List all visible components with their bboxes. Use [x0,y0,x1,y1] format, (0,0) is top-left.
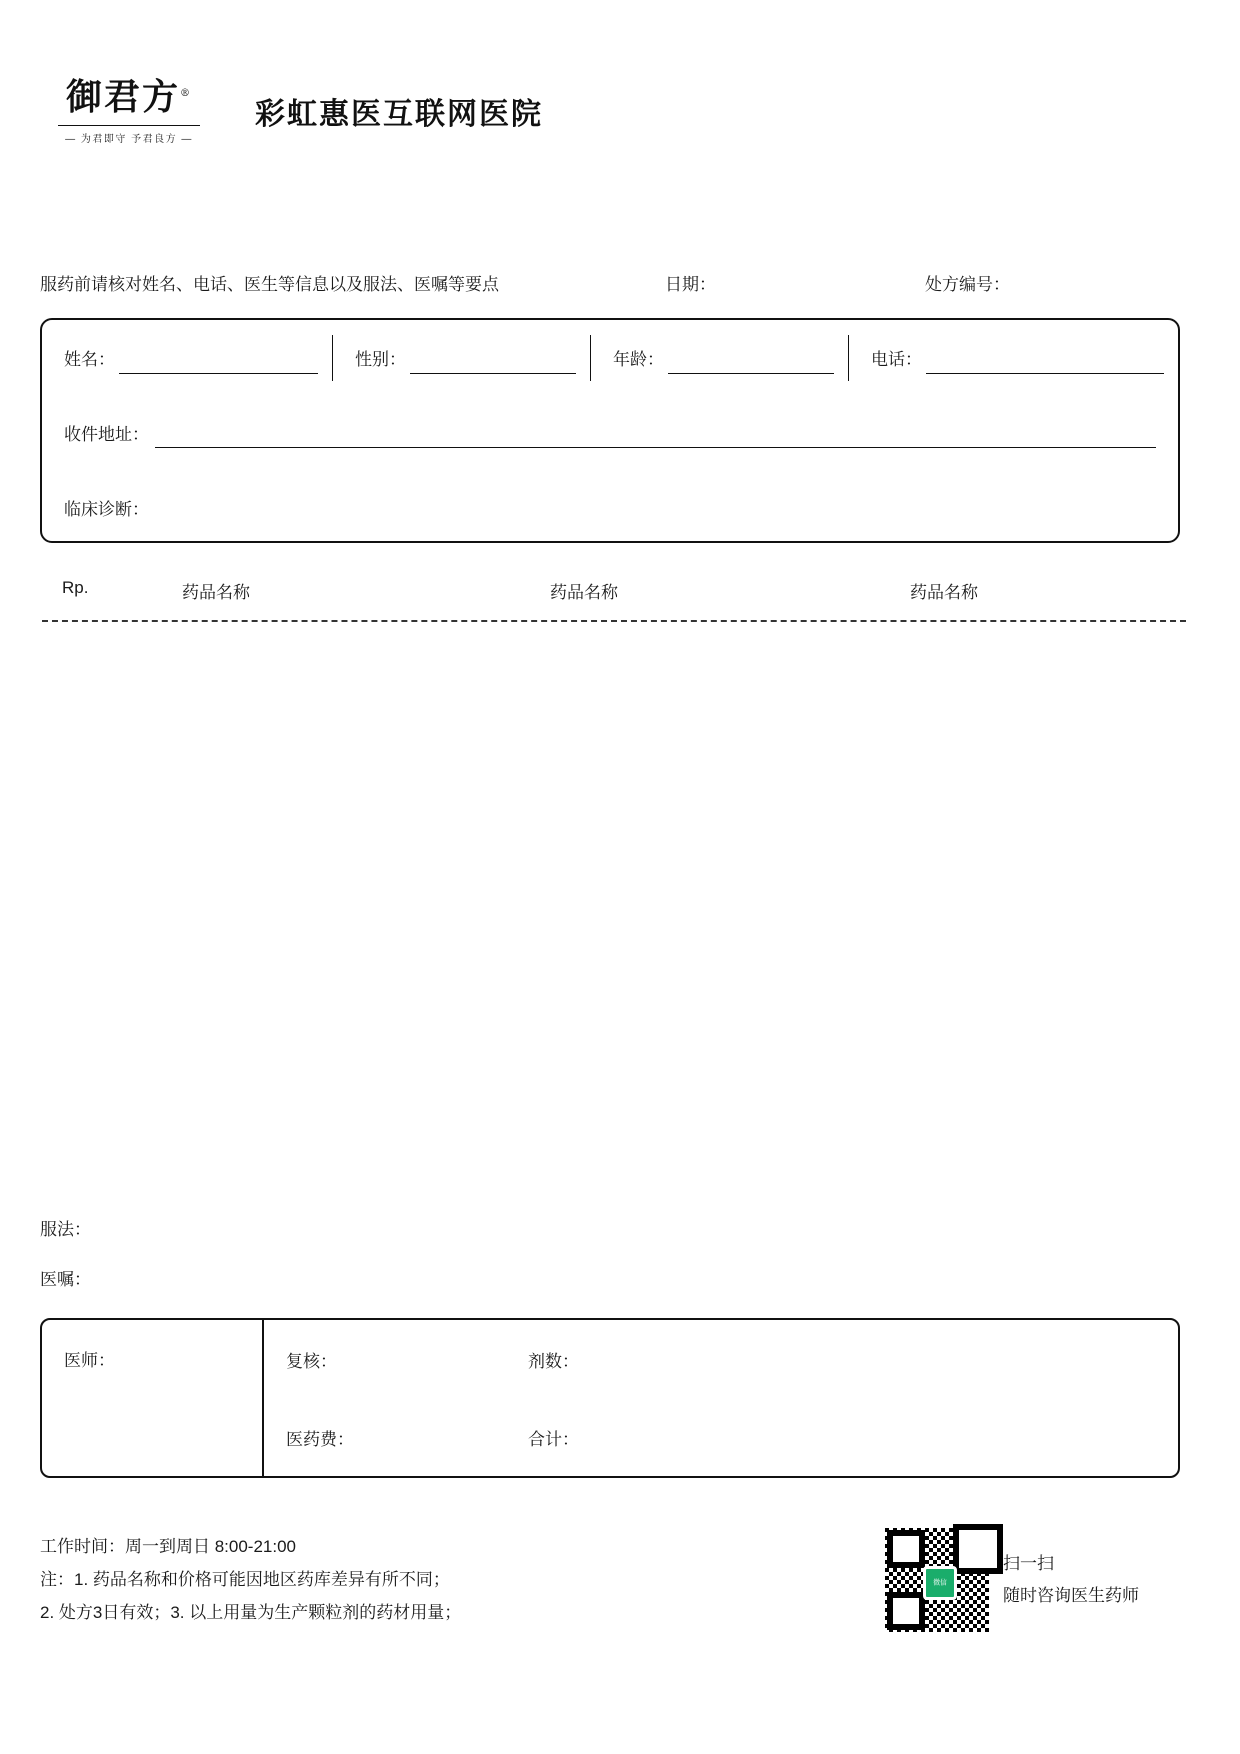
patient-row-primary [42,320,1178,395]
patient-name-field[interactable] [42,320,332,395]
patient-phone-label: 电话： [871,350,922,369]
footer-notes [40,1530,461,1629]
logo-divider [58,125,200,126]
dose-count-field[interactable] [522,1347,1178,1372]
registered-trademark-icon: ® [180,88,192,99]
drug-name-column-2-header: 药品名称 [550,583,618,602]
medicine-fee-label: 医药费： [286,1429,354,1449]
brand-logo [55,78,203,145]
wechat-icon [923,1566,957,1600]
rx-items-area[interactable] [42,632,1186,1202]
medicine-fee-field[interactable] [264,1425,522,1450]
patient-phone-field[interactable] [848,335,1178,381]
drug-name-column-1-header: 药品名称 [182,583,250,602]
dose-count-label: 剂数： [528,1351,579,1371]
qr-caption-line-2: 随时咨询医生药师 [1003,1586,1139,1605]
prescription-number-label: 处方编号： [925,275,1010,294]
working-hours-text: 工作时间：周一到周日 8:00-21:00 [40,1537,297,1556]
signature-box [40,1318,1180,1478]
rx-header-row [40,578,1205,608]
hospital-title: 彩虹惠医互联网医院 [255,97,543,133]
doctor-signature-label: 医师： [64,1351,115,1370]
patient-phone-input[interactable] [926,341,1164,374]
signature-row-recheck [264,1320,1178,1398]
patient-info-box [40,318,1180,543]
qr-code-icon[interactable] [885,1528,989,1632]
patient-age-label: 年龄： [613,350,664,369]
doctor-signature-field[interactable] [42,1320,264,1476]
patient-address-field[interactable] [42,395,1178,470]
doctor-advice-label: 医嘱： [40,1270,91,1289]
clinical-diagnosis-label: 临床诊断： [64,500,149,519]
qr-caption [1003,1548,1139,1613]
recheck-label: 复核： [286,1351,337,1371]
clinical-diagnosis-field[interactable] [42,470,1178,545]
usage-label: 服法： [40,1220,91,1239]
verify-notice-text: 服药前请核对姓名、电话、医生等信息以及服法、医嘱等要点 [40,275,499,294]
qr-block [885,1528,1139,1632]
drug-name-column-3-header: 药品名称 [910,583,978,602]
patient-name-input[interactable] [119,341,318,374]
signature-row-fees [264,1398,1178,1476]
patient-gender-label: 性别： [355,350,406,369]
usage-field[interactable] [40,1215,91,1240]
patient-age-input[interactable] [668,341,834,374]
patient-gender-input[interactable] [410,341,576,374]
clinical-diagnosis-input[interactable] [155,493,1156,523]
doctor-advice-field[interactable] [40,1265,91,1290]
patient-address-input[interactable] [155,417,1156,448]
patient-name-label: 姓名： [64,350,115,369]
qr-caption-line-1: 扫一扫 [1003,1553,1054,1573]
document-header [55,78,543,145]
total-field[interactable] [522,1425,1178,1450]
wechat-icon-label: 微信 [933,1578,947,1587]
total-label: 合计： [528,1429,579,1449]
signature-right-column [264,1320,1178,1476]
date-label: 日期： [665,275,716,294]
patient-age-field[interactable] [590,335,848,381]
patient-address-label: 收件地址： [64,425,149,444]
footer-note-2: 2. 处方3日有效；3. 以上用量为生产颗粒剂的药材用量； [40,1603,462,1623]
rp-label: Rp. [62,578,89,597]
rx-divider [42,620,1186,622]
footer-note-1: 注：1. 药品名称和价格可能因地区药库差异有所不同； [40,1570,450,1590]
logo-main-text [55,78,203,118]
recheck-field[interactable] [264,1347,522,1372]
logo-main-label: 御君方 [65,76,180,118]
logo-tagline: — 为君即守 予君良方 — [65,133,193,145]
patient-gender-field[interactable] [332,335,590,381]
